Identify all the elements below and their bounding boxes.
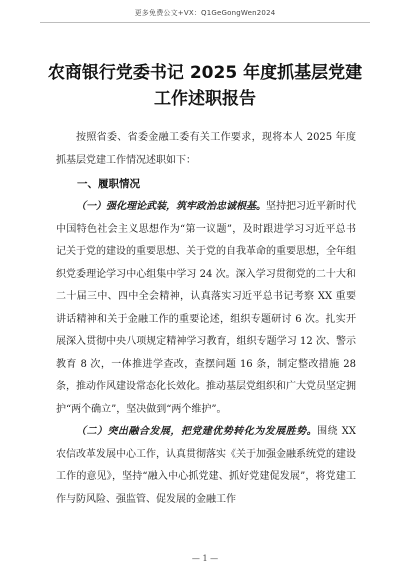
title-line-2: 工作述职报告 xyxy=(154,89,256,109)
header-divider xyxy=(40,22,370,23)
page-number: — 1 — xyxy=(191,554,219,563)
paragraph-item-2 xyxy=(56,421,356,511)
header-note: 更多免费公文+VX：Q1GeGongWen2024 xyxy=(134,9,276,17)
document-title xyxy=(40,60,370,112)
item-1-body: 坚持把习近平新时代中国特色社会主义思想作为“第一议题”，及时跟进学习习近平总书记关于党的建设的重要思想、关于党的自我革命的重要思想，全年组织党委理论学习中心组集中学习 24 次。深入学习贯彻党的二十大和二十届三中、四中全会精神，认真落实习近平总书记考察 XX 重要讲话精神和关于金融工作的重要论述，组织专题研讨 6 次。扎实开展深入贯彻中央八项规定精神学习教育，组织专题学习 12 次、警示教育 8 次，一体推进学查改，查摆问题 16 条，制定整改措施 28 条，推动作风建设常态化长效化。推动基层党组织和广大党员坚定拥护“两个确立”，坚决做到“两个维护”。 xyxy=(56,201,356,415)
item-1-lead: （一）强化理论武装，筑牢政治忠诚根基。 xyxy=(76,201,266,212)
title-line-1: 农商银行党委书记 2025 年度抓基层党建 xyxy=(47,63,363,83)
section-heading-1: 一、履职情况 xyxy=(77,178,140,190)
intro-paragraph: 按照省委、省委金融工委有关工作要求，现将本人 2025 年度抓基层党建工作情况述职如下： xyxy=(56,132,356,166)
paragraph-item-1 xyxy=(56,196,356,421)
item-2-lead: （二）突出融合发展，把党建优势转化为发展胜势。 xyxy=(76,426,318,437)
item-2-body: 围绕 XX 农信改革发展中心工作，认真贯彻落实《关于加强金融系统党的建设工作的意见》，坚持“融入中心抓党建、抓好党建促发展”，将党建工作与防风险、强监管、促发展的金融工作 xyxy=(56,426,357,505)
